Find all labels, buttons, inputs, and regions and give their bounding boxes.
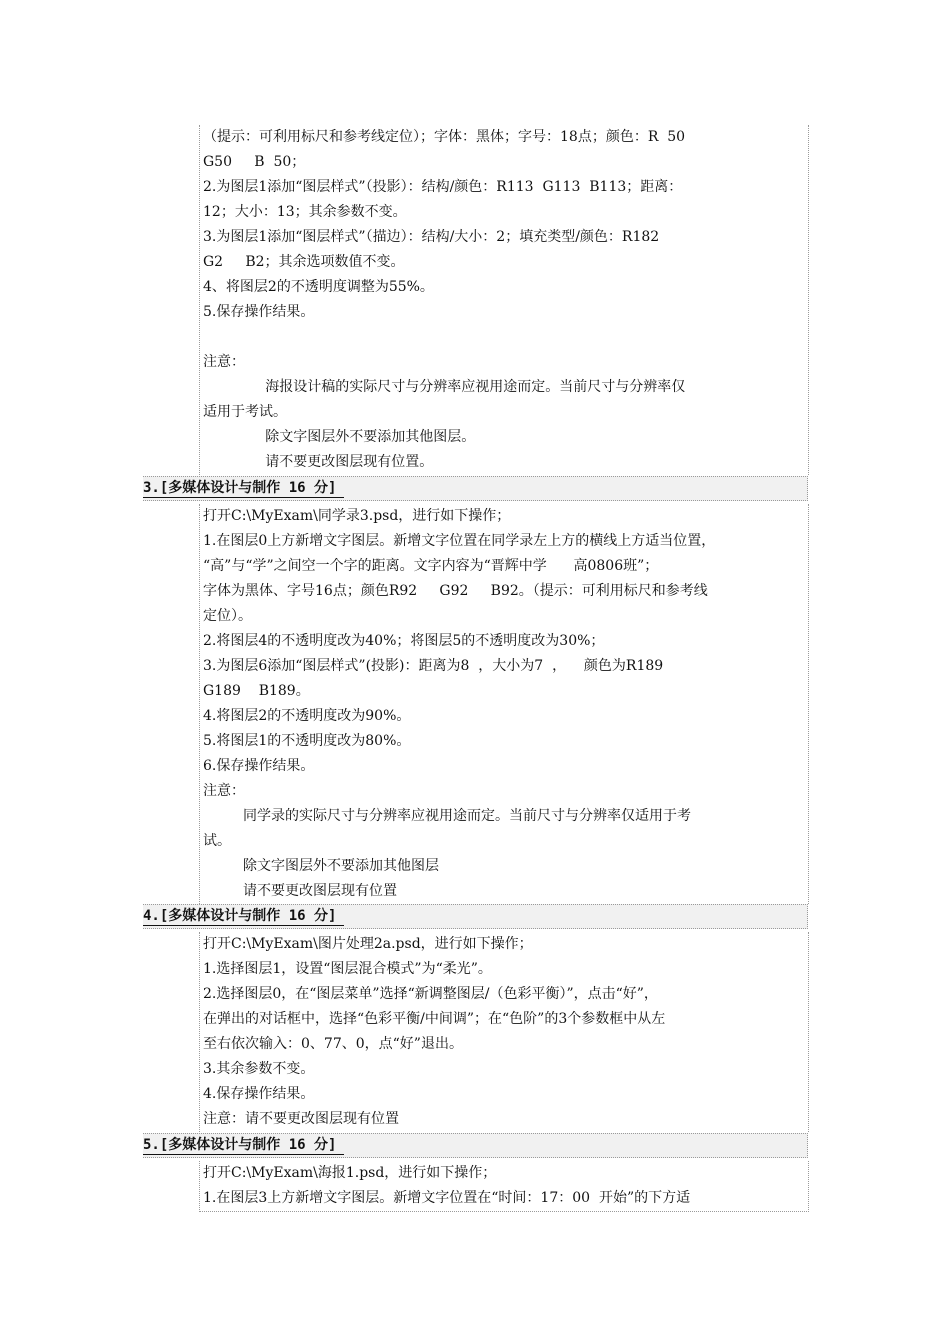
section-5-body bbox=[199, 1161, 809, 1212]
text-line: G50 B 50； bbox=[203, 154, 306, 170]
text-line: 试。 bbox=[203, 833, 231, 849]
text-line: 请不要更改图层现有位置。 bbox=[203, 454, 434, 470]
question-2-continued bbox=[199, 125, 809, 475]
text-line: 1.选择图层1，设置“图层混合模式”为“柔光”。 bbox=[203, 961, 492, 977]
section-4-heading bbox=[143, 904, 808, 929]
text-line: 5.将图层1的不透明度改为80%。 bbox=[203, 733, 411, 749]
text-line: 1.在图层0上方新增文字图层。新增文字位置在同学录左上方的横线上方适当位置， bbox=[203, 533, 716, 549]
text-line: 5.保存操作结果。 bbox=[203, 304, 315, 320]
text-line: 打开C:\MyExam\海报1.psd，进行如下操作； bbox=[203, 1165, 497, 1181]
text-line: （提示：可利用标尺和参考线定位）；字体：黑体；字号：18点；颜色：R 50 bbox=[203, 129, 686, 145]
section-4-body bbox=[199, 932, 809, 1132]
text-line: 打开C:\MyExam\同学录3.psd，进行如下操作； bbox=[203, 508, 511, 524]
text-line: 字体为黑体、字号16点；颜色R92 G92 B92。（提示：可利用标尺和参考线 bbox=[203, 583, 708, 599]
text-line: 除文字图层外不要添加其他图层。 bbox=[203, 429, 476, 445]
text-line: 注意：请不要更改图层现有位置 bbox=[203, 1111, 399, 1127]
text-line: 定位）。 bbox=[203, 608, 252, 624]
text-line: 2.将图层4的不透明度改为40%；将图层5的不透明度改为30%； bbox=[203, 633, 605, 649]
text-line: 至右依次输入：0、77、0，点“好”退出。 bbox=[203, 1036, 463, 1052]
text-line: 打开C:\MyExam\图片处理2a.psd，进行如下操作； bbox=[203, 936, 533, 952]
text-line: 适用于考试。 bbox=[203, 404, 287, 420]
text-line: 2.选择图层0，在“图层菜单”选择“新调整图层/（色彩平衡）”，点击“好”， bbox=[203, 986, 658, 1002]
text-line: 12；大小：13；其余参数不变。 bbox=[203, 204, 407, 220]
text-line: “高”与“学”之间空一个字的距离。文字内容为“晋辉中学 高0806班”； bbox=[203, 558, 659, 574]
text-line: 请不要更改图层现有位置 bbox=[203, 883, 398, 899]
text-line: 海报设计稿的实际尺寸与分辨率应视用途而定。当前尺寸与分辨率仅 bbox=[203, 379, 686, 395]
text-line bbox=[200, 325, 808, 350]
text-line: G189 B189。 bbox=[203, 683, 310, 699]
text-line: 3.为图层6添加“图层样式”(投影)：距离为8 ，大小为7 ， 颜色为R189 bbox=[203, 658, 664, 674]
text-line: 注意： bbox=[203, 354, 245, 370]
section-5-title: 5.[多媒体设计与制作 16 分] bbox=[143, 1136, 344, 1155]
section-3-title: 3.[多媒体设计与制作 16 分] bbox=[143, 479, 344, 498]
text-line: 6.保存操作结果。 bbox=[203, 758, 315, 774]
text-line: 4.保存操作结果。 bbox=[203, 1086, 315, 1102]
section-3-body bbox=[199, 504, 809, 904]
text-line: 同学录的实际尺寸与分辨率应视用途而定。当前尺寸与分辨率仅适用于考 bbox=[203, 808, 692, 824]
text-line: G2 B2；其余选项数值不变。 bbox=[203, 254, 405, 270]
section-5-heading bbox=[143, 1133, 808, 1158]
text-line: 4.将图层2的不透明度改为90%。 bbox=[203, 708, 411, 724]
text-line: 3.其余参数不变。 bbox=[203, 1061, 315, 1077]
text-line: 在弹出的对话框中，选择“色彩平衡/中间调”；在“色阶”的3个参数框中从左 bbox=[203, 1011, 666, 1027]
text-line: 注意： bbox=[203, 783, 245, 799]
section-3-heading bbox=[143, 476, 808, 501]
text-line: 1.在图层3上方新增文字图层。新增文字位置在“时间：17：00 开始”的下方适 bbox=[203, 1190, 691, 1206]
text-line: 3.为图层1添加“图层样式”（描边）：结构/大小：2；填充类型/颜色：R182 bbox=[203, 229, 660, 245]
text-line: 除文字图层外不要添加其他图层 bbox=[203, 858, 440, 874]
text-line: 4、将图层2的不透明度调整为55%。 bbox=[203, 279, 434, 295]
text-line: 2.为图层1添加“图层样式”（投影）：结构/颜色：R113 G113 B113；距离： bbox=[203, 179, 683, 195]
section-4-title: 4.[多媒体设计与制作 16 分] bbox=[143, 907, 344, 926]
